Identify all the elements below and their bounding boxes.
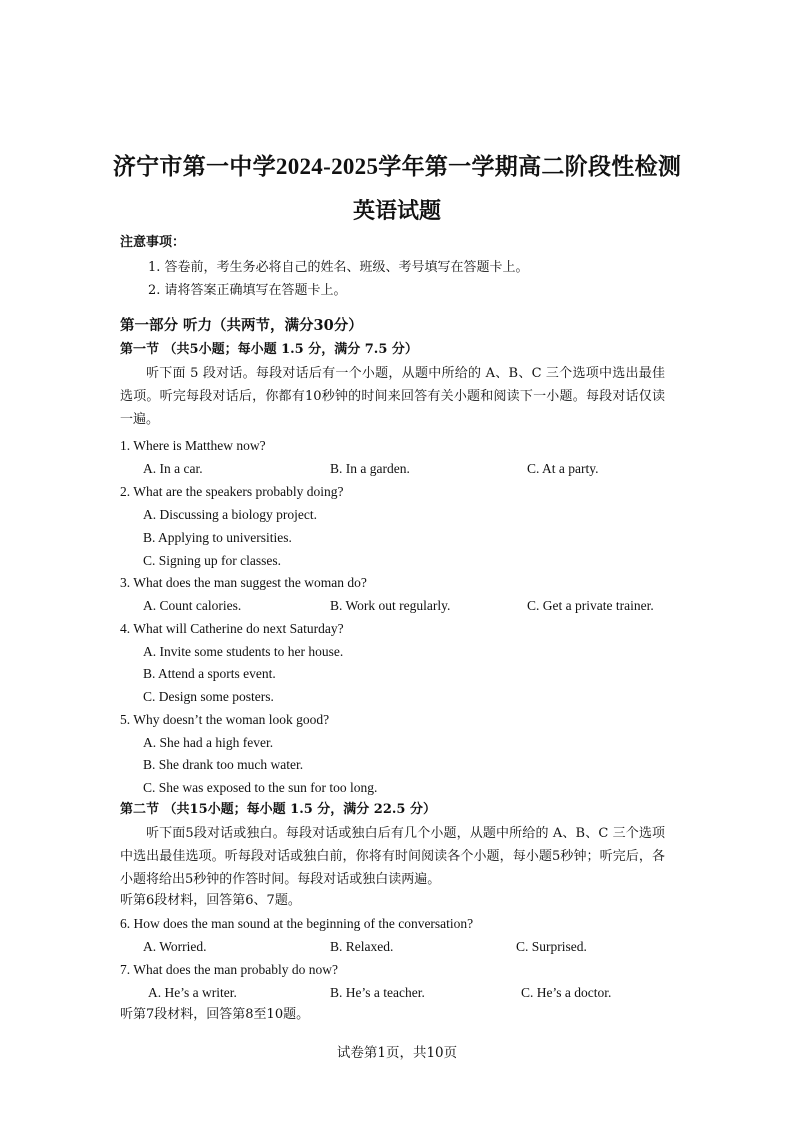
exam-subtitle: 英语试题	[352, 198, 441, 223]
question-5-option-b: B. She drank too much water.	[143, 757, 304, 772]
question-4-option-a: A. Invite some students to her house.	[143, 644, 344, 659]
question-7-stem: 7. What does the man probably do now?	[120, 962, 338, 977]
question-1-option-b: B. In a garden.	[330, 461, 410, 476]
section1-instructions: 听下面 5 段对话。每段对话后有一个小题，从题中所给的 A、B、C 三个选项中选出最佳选项。听完每段对话后，你都有10秒钟的时间来回答有关小题和阅读下一小题。每段对话仅读一遍。	[120, 366, 665, 427]
notice-item-1: 1. 答卷前，考生务必将自己的姓名、班级、考号填写在答题卡上。	[148, 260, 529, 275]
question-6-option-a: A. Worried.	[143, 939, 207, 954]
section2-instructions: 听下面5段对话或独白。每段对话或独白后有几个小题，从题中所给的 A、B、C 三个选项中选出最佳选项。听每段对话或独白前，你将有时间阅读各个小题，每小题5秒钟；听完后，各小题将给出5秒钟的作答时间。每段对话或独白读两遍。	[120, 826, 665, 887]
question-5-option-c: C. She was exposed to the sun for too long.	[143, 780, 378, 795]
question-3-option-c: C. Get a private trainer.	[527, 598, 654, 613]
question-6-option-c: C. Surprised.	[516, 939, 587, 954]
question-4-option-c: C. Design some posters.	[143, 689, 274, 704]
question-1-option-a: A. In a car.	[143, 461, 203, 476]
question-5-stem: 5. Why doesn’t the woman look good?	[120, 712, 330, 727]
question-3-option-a: A. Count calories.	[143, 598, 242, 613]
question-1-stem: 1. Where is Matthew now?	[120, 438, 266, 453]
page-footer: 试卷第1页，共10页	[336, 1045, 458, 1061]
question-2-stem: 2. What are the speakers probably doing?	[120, 484, 344, 499]
question-7-option-a: A. He’s a writer.	[148, 985, 237, 1000]
question-7-option-c: C. He’s a doctor.	[521, 985, 612, 1000]
question-1-option-c: C. At a party.	[527, 461, 599, 476]
question-2-option-a: A. Discussing a biology project.	[143, 507, 317, 522]
question-7-option-b: B. He’s a teacher.	[330, 985, 425, 1000]
question-2-option-b: B. Applying to universities.	[143, 530, 292, 545]
question-3-option-b: B. Work out regularly.	[330, 598, 451, 613]
question-5-option-a: A. She had a high fever.	[143, 735, 274, 750]
notice-heading: 注意事项：	[120, 235, 186, 250]
question-3-stem: 3. What does the man suggest the woman do?	[120, 575, 367, 590]
notice-item-2: 2. 请将答案正确填写在答题卡上。	[148, 283, 347, 298]
section2-heading: 第二节 （共15小题；每小题 1.5 分，满分 22.5 分）	[120, 802, 436, 817]
part1-heading: 第一部分 听力（共两节，满分30分）	[120, 317, 363, 334]
material-6-note: 听第6段材料，回答第6、7题。	[120, 893, 301, 908]
section1-heading: 第一节 （共5小题；每小题 1.5 分，满分 7.5 分）	[120, 342, 418, 357]
exam-title: 济宁市第一中学2024-2025学年第一学期高二阶段性检测	[112, 154, 682, 179]
question-6-stem: 6. How does the man sound at the beginning of the conversation?	[120, 916, 474, 931]
question-6-option-b: B. Relaxed.	[330, 939, 394, 954]
question-2-option-c: C. Signing up for classes.	[143, 553, 281, 568]
material-7-note: 听第7段材料，回答第8至10题。	[120, 1007, 310, 1022]
question-4-option-b: B. Attend a sports event.	[143, 666, 276, 681]
question-4-stem: 4. What will Catherine do next Saturday?	[120, 621, 344, 636]
